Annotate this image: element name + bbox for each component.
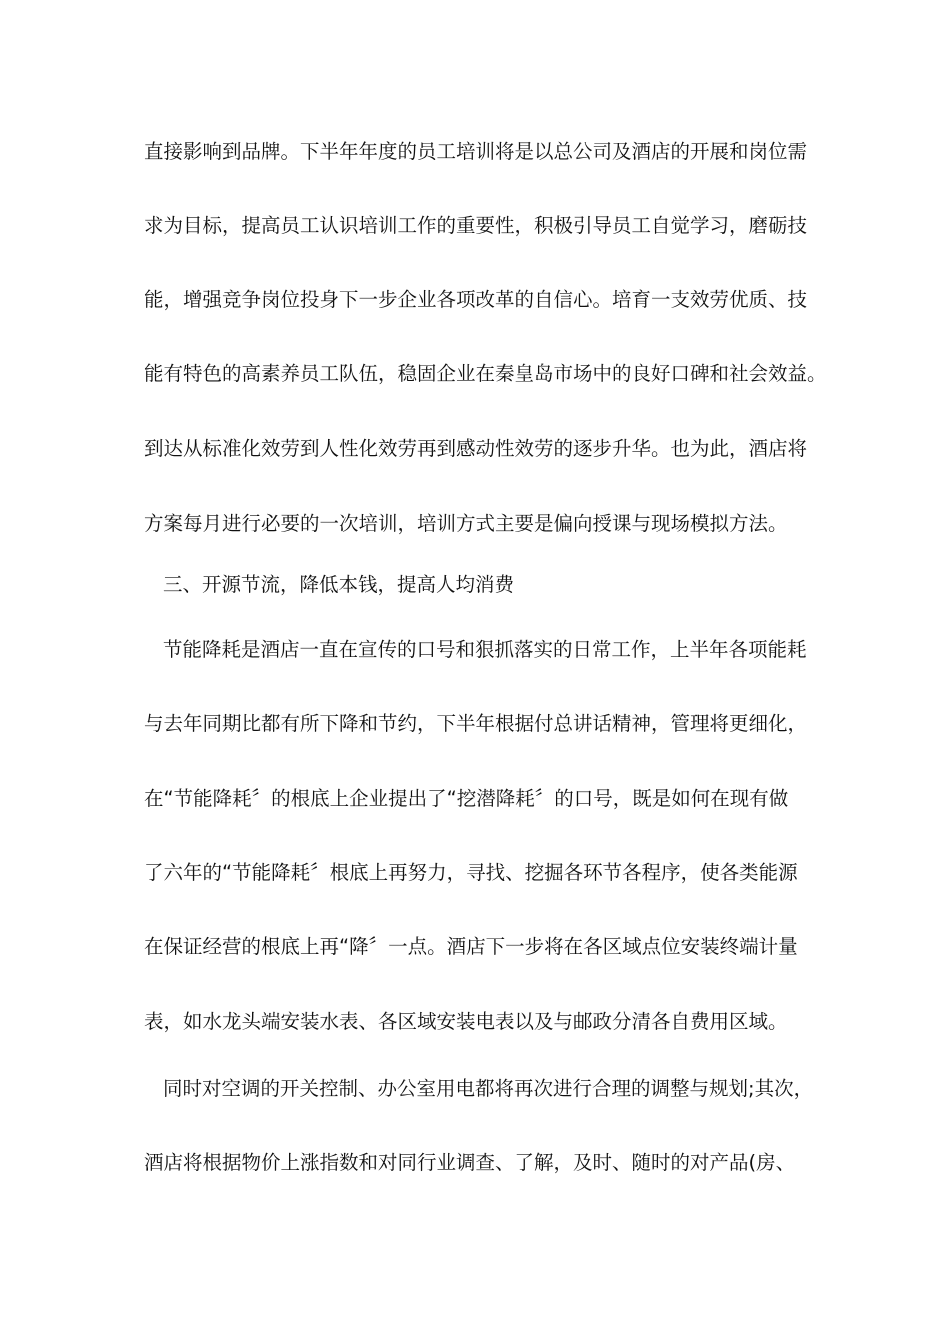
paragraph-line-3: 能，增强竞争岗位投身下一步企业各项改革的自信心。培育一支效劳优质、技	[144, 288, 808, 311]
paragraph-line-14: 酒店将根据物价上涨指数和对同行业调查、了解，及时、随时的对产品(房、	[144, 1151, 796, 1174]
paragraph-line-12: 表，如水龙头端安装水表、各区域安装电表以及与邮政分清各自费用区域。	[144, 1010, 788, 1033]
paragraph-line-11: 在保证经营的根底上再“降〞一点。酒店下一步将在各区域点位安装终端计量	[144, 935, 798, 958]
paragraph-line-2: 求为目标，提高员工认识培训工作的重要性，积极引导员工自觉学习，磨砺技	[144, 214, 808, 237]
paragraph-line-13: 同时对空调的开关控制、办公室用电都将再次进行合理的调整与规划;其次，	[163, 1077, 814, 1100]
paragraph-line-9: 在“节能降耗〞的根底上企业提出了“挖潜降耗〞的口号，既是如何在现有做	[144, 787, 789, 810]
paragraph-line-1: 直接影响到品牌。下半年年度的员工培训将是以总公司及酒店的开展和岗位需	[144, 140, 808, 163]
section-heading: 三、开源节流，降低本钱，提高人均消费	[163, 573, 515, 596]
paragraph-line-4: 能有特色的高素养员工队伍，稳固企业在秦皇岛市场中的良好口碑和社会效益。	[144, 362, 827, 385]
paragraph-line-6: 方案每月进行必要的一次培训，培训方式主要是偏向授课与现场模拟方法。	[144, 512, 788, 535]
paragraph-line-8: 与去年同期比都有所下降和节约，下半年根据付总讲话精神，管理将更细化，	[144, 712, 808, 735]
paragraph-line-5: 到达从标准化效劳到人性化效劳再到感动性效劳的逐步升华。也为此，酒店将	[144, 437, 808, 460]
paragraph-line-10: 了六年的“节能降耗〞根底上再努力，寻找、挖掘各环节各程序，使各类能源	[144, 861, 798, 884]
paragraph-line-7: 节能降耗是酒店一直在宣传的口号和狠抓落实的日常工作，上半年各项能耗	[163, 638, 807, 661]
